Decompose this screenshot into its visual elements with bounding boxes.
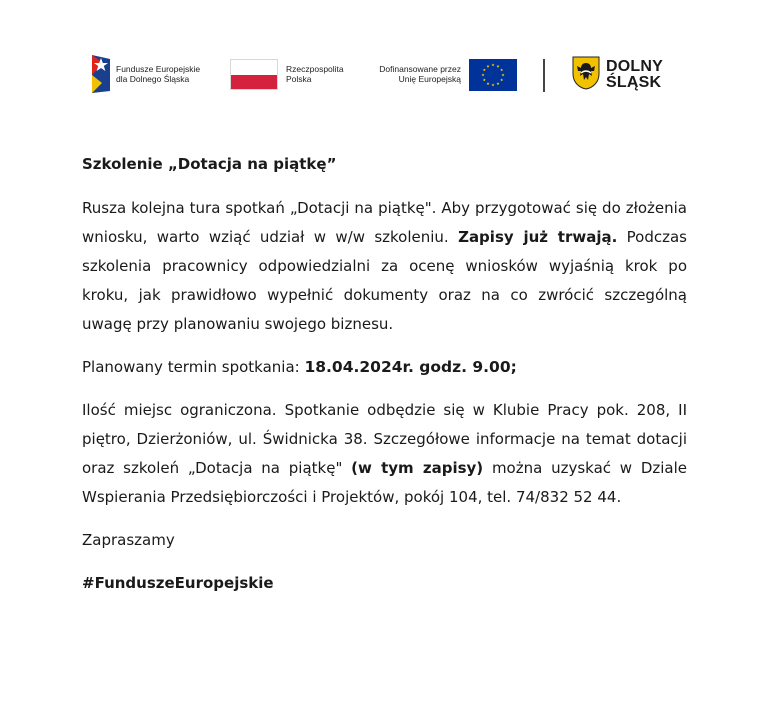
paragraph-intro-text1: Rusza kolejna tura spotkań „Dotacji na piątkę". Aby przygotować się do złożenia wniosku, warto wziąć udział w w/w szkoleniu.: [82, 199, 687, 246]
dolny-slask-line2: ŚLĄSK: [606, 74, 662, 91]
closing-text: Zapraszamy: [82, 531, 175, 549]
paragraph-term-date: 18.04.2024r. godz. 9.00;: [304, 358, 517, 376]
dolny-slask-crest-icon: [572, 56, 600, 90]
fundusze-line1: Fundusze Europejskie: [116, 64, 201, 74]
dolny-slask-logo: [572, 52, 682, 98]
eu-cofinancing-text: [379, 64, 461, 84]
article: [82, 152, 687, 612]
paragraph-intro: [82, 194, 687, 339]
paragraph-term: [82, 353, 687, 382]
logo-separator: [543, 59, 545, 92]
paragraph-intro-bold: Zapisy już trwają.: [458, 228, 618, 246]
eu-line1: Dofinansowane przez: [379, 64, 461, 74]
eu-line2: Unię Europejską: [398, 74, 461, 84]
fundusze-europejskie-text: [116, 64, 200, 84]
dolny-slask-line1: DOLNY: [606, 58, 663, 75]
paragraph-details-text2: można uzyskać w Dziale Wspierania Przedsiębiorczości i Projektów, pokój 104, tel. 74/832 52 44.: [82, 459, 688, 506]
paragraph-intro-text2: Podczas szkolenia pracownicy odpowiedzialni za ocenę wniosków wyjaśnią krok po kroku, jak prawidłowo wypełnić dokumenty oraz na co zwrócić szczególną uwagę przy planowaniu swojego biznesu.: [82, 228, 687, 333]
rzeczpospolita-polska-logo: [230, 52, 360, 98]
eu-cofinancing-logo: [367, 52, 517, 98]
fundusze-line2: dla Dolnego Śląska: [116, 74, 190, 84]
paragraph-details: [82, 396, 687, 512]
fundusze-europejskie-logo: [90, 52, 230, 98]
logo-bar: [82, 52, 682, 98]
paragraph-term-label: Planowany termin spotkania:: [82, 358, 305, 376]
paragraph-details-bold: (w tym zapisy): [351, 459, 484, 477]
paragraph-details-text1: Ilość miejsc ograniczona. Spotkanie odbędzie się w Klubie Pracy pok. 208, II piętro, Dzierżoniów, ul. Świdnicka 38. Szczegółowe informacje na temat dotacji oraz szkoleń „Dotacja na piątkę": [82, 401, 687, 477]
polish-flag-icon: [230, 59, 278, 90]
eu-flag-icon: [469, 59, 517, 91]
fundusze-europejskie-mark-icon: [90, 53, 112, 95]
rzeczpospolita-text: [286, 64, 344, 84]
hashtag-link[interactable]: #FunduszeEuropejskie: [82, 574, 274, 592]
rzeczpospolita-line2: Polska: [286, 74, 312, 84]
rzeczpospolita-line1: Rzeczpospolita: [286, 64, 344, 74]
article-title: Szkolenie „Dotacja na piątkę”: [82, 155, 337, 173]
